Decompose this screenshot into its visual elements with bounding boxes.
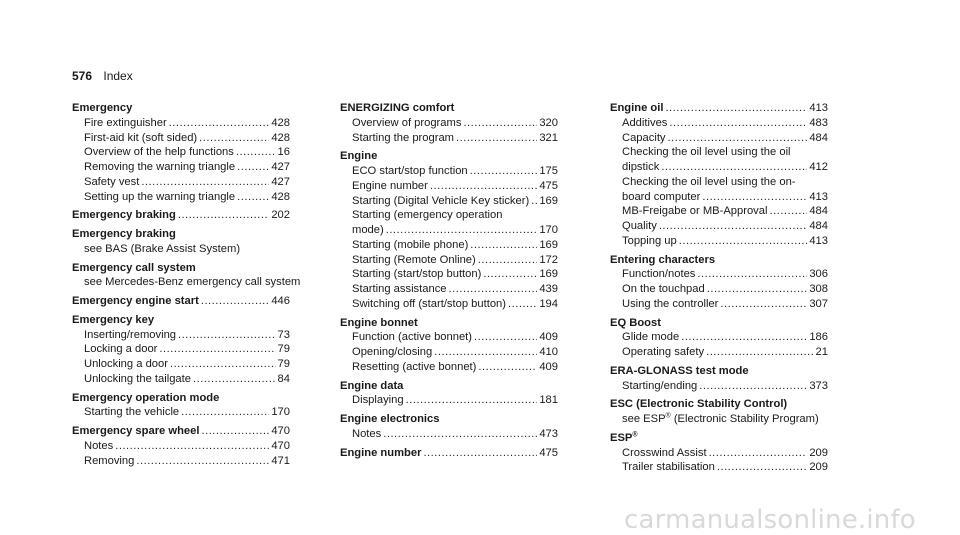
dot-leader bbox=[474, 330, 537, 345]
dot-leader bbox=[665, 101, 807, 116]
entry-text: Locking a door bbox=[84, 343, 158, 356]
entry-text: On the touchpad bbox=[622, 283, 705, 295]
index-subentry bbox=[72, 175, 290, 190]
page-reference: 446 bbox=[271, 295, 290, 307]
dot-leader bbox=[236, 145, 276, 160]
index-subentry bbox=[340, 427, 558, 442]
index-subentry bbox=[340, 116, 558, 131]
entry-text: Trailer stabilisation bbox=[622, 461, 715, 474]
page-reference: 409 bbox=[539, 331, 558, 344]
dot-leader bbox=[709, 446, 808, 461]
dot-leader bbox=[193, 372, 276, 387]
page-reference: 209 bbox=[809, 446, 828, 459]
index-subentry bbox=[340, 330, 558, 345]
page-reference: 428 bbox=[271, 116, 290, 129]
dot-leader bbox=[383, 427, 537, 442]
page-reference: 413 bbox=[809, 190, 828, 203]
entry-text: Starting/ending bbox=[622, 379, 698, 392]
dot-leader bbox=[181, 405, 269, 420]
index-subentry bbox=[72, 145, 290, 160]
entry-text: Removing the warning triangle bbox=[84, 161, 236, 173]
index-subentry bbox=[340, 179, 558, 194]
page-reference: 427 bbox=[271, 161, 290, 173]
dot-leader bbox=[669, 116, 807, 131]
index-subentry bbox=[340, 345, 558, 360]
index-subentry bbox=[72, 116, 290, 131]
entry-text: Engine data bbox=[340, 379, 404, 392]
page-reference: 439 bbox=[539, 283, 558, 295]
page-reference: 470 bbox=[271, 425, 290, 437]
entry-text: Resetting (active bonnet) bbox=[352, 360, 477, 373]
index-subentry bbox=[610, 446, 828, 461]
index-heading bbox=[340, 379, 558, 394]
entry-text: Opening/closing bbox=[352, 346, 433, 358]
index-subentry-text: Checking the oil level using the oil bbox=[622, 146, 791, 159]
entry-text: ERA-GLONASS test mode bbox=[610, 364, 749, 377]
entry-text: Overview of programs bbox=[352, 116, 462, 129]
page-reference: 475 bbox=[539, 446, 558, 459]
index-subentry bbox=[72, 190, 290, 205]
page-reference: 410 bbox=[539, 346, 558, 358]
index-subentry bbox=[610, 379, 828, 394]
dot-leader bbox=[178, 208, 269, 223]
entry-text: Emergency braking bbox=[72, 209, 176, 222]
entry-text: Inserting/removing bbox=[84, 328, 177, 341]
index-subentry bbox=[610, 345, 828, 360]
entry-text: Safety vest bbox=[84, 175, 140, 188]
index-subentry bbox=[72, 405, 290, 420]
index-subentry bbox=[340, 393, 558, 408]
dot-leader bbox=[661, 160, 807, 175]
dot-leader bbox=[463, 116, 537, 131]
page-reference: 73 bbox=[277, 328, 290, 341]
page-reference: 471 bbox=[271, 454, 290, 467]
index-heading bbox=[340, 316, 558, 331]
dot-leader bbox=[668, 131, 808, 146]
page-reference: 428 bbox=[271, 131, 290, 144]
page-reference: 413 bbox=[809, 102, 828, 114]
index-heading bbox=[340, 149, 558, 164]
entry-text: Engine bonnet bbox=[340, 316, 418, 329]
page-reference: 172 bbox=[539, 253, 558, 266]
dot-leader bbox=[508, 297, 537, 312]
dot-leader bbox=[706, 345, 813, 360]
entry-text: Engine bbox=[340, 150, 378, 163]
entry-text: Starting (Digital Vehicle Key sticker) bbox=[352, 194, 530, 207]
dot-leader bbox=[681, 330, 807, 345]
page-reference: 412 bbox=[809, 161, 828, 173]
index-column-1 bbox=[72, 101, 301, 468]
dot-leader bbox=[659, 219, 808, 234]
entry-text: Engine number bbox=[340, 446, 422, 459]
page-reference: 170 bbox=[539, 224, 558, 236]
dot-leader bbox=[199, 131, 269, 146]
entry-text: Engine number bbox=[352, 179, 428, 192]
entry-text: First-aid kit (soft sided) bbox=[84, 131, 198, 144]
index-subentry bbox=[610, 297, 828, 312]
dot-leader bbox=[470, 164, 538, 179]
entry-text: Emergency bbox=[72, 102, 133, 114]
entry-text: mode) bbox=[352, 224, 384, 236]
page-reference: 194 bbox=[539, 297, 558, 310]
entry-text: Emergency engine start bbox=[72, 295, 199, 307]
index-heading bbox=[72, 424, 290, 439]
index-heading bbox=[72, 294, 290, 309]
index-subentry bbox=[340, 164, 558, 179]
dot-leader bbox=[717, 460, 807, 475]
dot-leader bbox=[136, 454, 269, 469]
index-subentry bbox=[340, 360, 558, 375]
page-reference: 169 bbox=[539, 268, 558, 281]
reference-text: see ESP bbox=[622, 413, 666, 425]
page-reference: 170 bbox=[271, 406, 290, 419]
index-subentry bbox=[72, 160, 290, 175]
dot-leader bbox=[237, 160, 269, 175]
page-reference: 483 bbox=[809, 116, 828, 129]
dot-leader bbox=[707, 282, 808, 297]
dot-leader bbox=[178, 328, 276, 343]
entry-text: Engine oil bbox=[610, 102, 664, 114]
index-heading bbox=[610, 397, 828, 412]
entry-text: Notes bbox=[352, 427, 382, 440]
index-heading bbox=[340, 101, 558, 116]
page-reference: 413 bbox=[809, 234, 828, 247]
page-reference: 428 bbox=[271, 190, 290, 203]
index-heading bbox=[72, 208, 290, 223]
page-reference: 209 bbox=[809, 461, 828, 474]
index-subentry bbox=[610, 131, 828, 146]
page-reference: 175 bbox=[539, 165, 558, 177]
page-reference: 427 bbox=[271, 175, 290, 188]
index-subentry bbox=[72, 454, 290, 469]
entry-text: Entering characters bbox=[610, 253, 716, 266]
page-reference: 79 bbox=[277, 358, 290, 370]
entry-text: Using the controller bbox=[622, 297, 719, 310]
entry-text: Fire extinguisher bbox=[84, 116, 167, 129]
page-reference: 306 bbox=[809, 268, 828, 281]
page-reference: 409 bbox=[539, 360, 558, 373]
entry-text: Starting (Remote Online) bbox=[352, 253, 476, 266]
index-subentry bbox=[72, 357, 290, 372]
dot-leader bbox=[478, 360, 537, 375]
entry-text: Function/notes bbox=[622, 268, 696, 281]
reference-text: (Electronic Stability Program) bbox=[670, 413, 819, 425]
dot-leader bbox=[406, 393, 538, 408]
page-reference: 202 bbox=[271, 209, 290, 222]
index-subentry bbox=[610, 282, 828, 297]
index-subentry bbox=[72, 131, 290, 146]
dot-leader bbox=[456, 131, 537, 146]
entry-text: Unlocking a door bbox=[84, 358, 168, 370]
index-heading bbox=[72, 261, 290, 276]
index-subentry-text: Checking the oil level using the on- bbox=[622, 175, 796, 188]
entry-text: Switching off (start/stop button) bbox=[352, 297, 507, 310]
entry-text: Overview of the help functions bbox=[84, 146, 234, 159]
dot-leader bbox=[770, 204, 808, 219]
dot-leader bbox=[170, 357, 276, 372]
entry-text: Notes bbox=[84, 439, 114, 452]
entry-text: ECO start/stop function bbox=[352, 165, 468, 177]
section-title: Index bbox=[103, 69, 133, 83]
entry-text: Setting up the warning triangle bbox=[84, 190, 236, 203]
index-subentry bbox=[340, 131, 558, 146]
dot-leader bbox=[430, 179, 537, 194]
registered-mark: ® bbox=[665, 412, 671, 420]
dot-leader bbox=[201, 424, 269, 439]
entry-text: Engine electronics bbox=[340, 413, 440, 425]
entry-text: Additives bbox=[622, 116, 668, 129]
dot-leader bbox=[449, 282, 538, 297]
dot-leader bbox=[434, 345, 537, 360]
entry-text: Starting the program bbox=[352, 131, 454, 144]
registered-mark: ® bbox=[632, 431, 638, 439]
entry-text: Crosswind Assist bbox=[622, 446, 707, 459]
dot-leader bbox=[478, 253, 538, 268]
index-heading bbox=[72, 391, 290, 406]
entry-text: Emergency key bbox=[72, 313, 155, 326]
page-reference: 84 bbox=[277, 372, 290, 385]
index-heading bbox=[610, 431, 828, 446]
index-subentry bbox=[340, 253, 558, 268]
page-reference: 79 bbox=[277, 343, 290, 356]
page-reference: 484 bbox=[809, 205, 828, 218]
entry-text: Emergency spare wheel bbox=[72, 425, 200, 437]
entry-text: Glide mode bbox=[622, 331, 680, 344]
heading-text: ESP bbox=[610, 431, 633, 444]
index-subentry bbox=[340, 282, 558, 297]
entry-text: Emergency call system bbox=[72, 261, 196, 274]
entry-text: Displaying bbox=[352, 394, 404, 407]
entry-text: Emergency braking bbox=[72, 228, 176, 240]
entry-text: Topping up bbox=[622, 234, 677, 247]
index-heading bbox=[72, 313, 290, 328]
dot-leader bbox=[169, 116, 270, 131]
dot-leader bbox=[679, 234, 808, 249]
page-number: 576 bbox=[72, 69, 93, 83]
page-reference: 473 bbox=[539, 427, 558, 440]
page-reference: 16 bbox=[277, 146, 290, 159]
page-reference: 307 bbox=[809, 297, 828, 310]
index-subentry-text: Starting (emergency operation bbox=[352, 209, 503, 222]
index-column-2 bbox=[340, 101, 558, 460]
index-subentry bbox=[610, 160, 828, 175]
index-heading bbox=[610, 364, 828, 379]
index-heading bbox=[610, 253, 828, 268]
dot-leader bbox=[720, 297, 807, 312]
index-heading bbox=[72, 101, 290, 116]
index-subentry bbox=[340, 297, 558, 312]
entry-text: MB-Freigabe or MB-Approval bbox=[622, 205, 768, 218]
page-reference: 169 bbox=[539, 238, 558, 251]
index-column-3 bbox=[610, 101, 828, 475]
entry-text: Removing bbox=[84, 454, 135, 467]
entry-text: ENERGIZING comfort bbox=[340, 102, 455, 114]
index-subentry bbox=[610, 219, 828, 234]
dot-leader bbox=[483, 267, 537, 282]
index-subentry bbox=[340, 238, 558, 253]
page-reference: 373 bbox=[809, 379, 828, 392]
page-reference: 484 bbox=[809, 220, 828, 232]
index-subentry bbox=[340, 194, 558, 209]
entry-text: Capacity bbox=[622, 131, 666, 144]
page-reference: 475 bbox=[539, 179, 558, 192]
entry-text: Function (active bonnet) bbox=[352, 331, 473, 344]
index-heading bbox=[72, 227, 290, 242]
index-subentry bbox=[610, 116, 828, 131]
entry-text: Starting assistance bbox=[352, 283, 447, 295]
dot-leader bbox=[237, 190, 269, 205]
page-reference: 321 bbox=[539, 131, 558, 144]
dot-leader bbox=[531, 194, 537, 209]
entry-text: Starting (mobile phone) bbox=[352, 238, 469, 251]
dot-leader bbox=[386, 223, 538, 238]
entry-text: EQ Boost bbox=[610, 316, 661, 329]
entry-text: dipstick bbox=[622, 161, 660, 173]
dot-leader bbox=[141, 175, 269, 190]
page-reference: 308 bbox=[809, 283, 828, 295]
dot-leader bbox=[699, 379, 807, 394]
index-subentry bbox=[610, 190, 828, 205]
dot-leader bbox=[702, 190, 807, 205]
dot-leader bbox=[201, 294, 269, 309]
index-subentry bbox=[610, 234, 828, 249]
entry-text: board computer bbox=[622, 190, 701, 203]
page-reference: 484 bbox=[809, 131, 828, 144]
page-reference: 169 bbox=[539, 194, 558, 207]
page-reference: 320 bbox=[539, 116, 558, 129]
entry-text: ESC (Electronic Stability Control) bbox=[610, 398, 788, 411]
index-subentry bbox=[610, 267, 828, 282]
index-subentry bbox=[72, 439, 290, 454]
index-subentry bbox=[72, 328, 290, 343]
index-subentry bbox=[72, 342, 290, 357]
entry-text: Starting (start/stop button) bbox=[352, 268, 482, 281]
index-heading bbox=[610, 101, 828, 116]
index-heading bbox=[610, 316, 828, 331]
index-subentry bbox=[610, 330, 828, 345]
dot-leader bbox=[697, 267, 807, 282]
dot-leader bbox=[115, 439, 269, 454]
page-reference: 181 bbox=[539, 394, 558, 407]
index-subentry bbox=[340, 223, 558, 238]
entry-text: Quality bbox=[622, 220, 657, 232]
page-reference: 21 bbox=[815, 346, 828, 358]
index-subentry bbox=[610, 460, 828, 475]
index-subentry-text: see Mercedes-Benz emergency call system bbox=[84, 276, 301, 289]
index-heading bbox=[340, 446, 558, 461]
entry-text: Operating safety bbox=[622, 346, 705, 358]
watermark: carmanualsonline.info bbox=[624, 505, 916, 535]
page-reference: 470 bbox=[271, 439, 290, 452]
dot-leader bbox=[159, 342, 275, 357]
page-header bbox=[72, 69, 133, 83]
entry-text: Emergency operation mode bbox=[72, 391, 220, 404]
index-subentry bbox=[610, 204, 828, 219]
dot-leader bbox=[470, 238, 537, 253]
index-see-reference bbox=[610, 412, 828, 427]
index-heading bbox=[340, 412, 558, 427]
index-subentry bbox=[340, 267, 558, 282]
index-subentry bbox=[72, 372, 290, 387]
page-reference: 186 bbox=[809, 331, 828, 344]
entry-text: Unlocking the tailgate bbox=[84, 372, 191, 385]
index-subentry-text: see BAS (Brake Assist System) bbox=[84, 242, 241, 255]
dot-leader bbox=[423, 446, 537, 461]
entry-text: Starting the vehicle bbox=[84, 406, 180, 419]
